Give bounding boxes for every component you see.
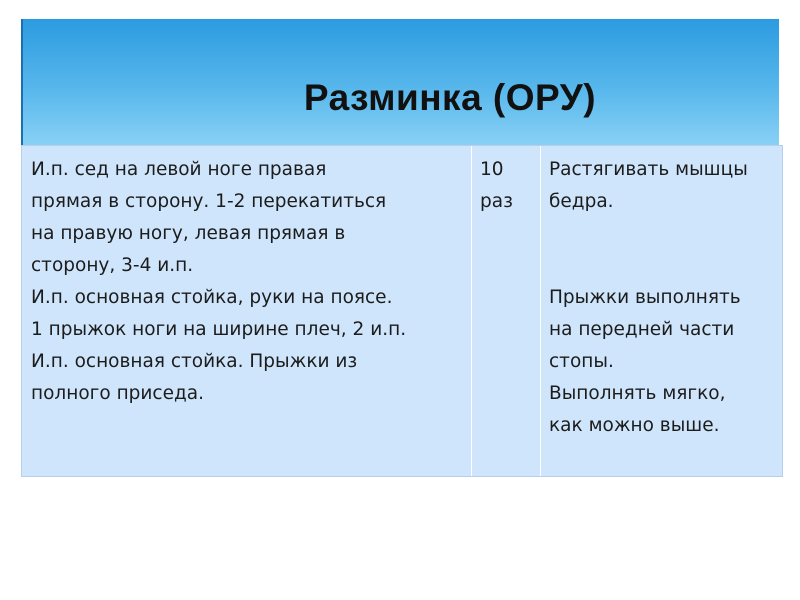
note-line: на передней части (549, 319, 735, 340)
note-line: бедра. (549, 191, 614, 212)
table-row (22, 146, 782, 476)
exercise-table (21, 145, 783, 477)
exercise-line: сторону, 3-4 и.п. (31, 255, 194, 276)
dosage-unit: раз (480, 191, 513, 212)
exercise-line: прямая в сторону. 1-2 перекатиться (31, 191, 387, 212)
exercise-line: И.п. сед на левой ноге правая (31, 159, 327, 180)
exercise-line: И.п. основная стойка, руки на поясе. (31, 287, 393, 308)
note-line: Прыжки выполнять (549, 287, 741, 308)
slide-header (21, 19, 779, 150)
exercise-line: на правую ногу, левая прямая в (31, 223, 346, 244)
exercise-line: И.п. основная стойка. Прыжки из (31, 351, 358, 372)
exercise-line: полного приседа. (31, 383, 204, 404)
note-line: стопы. (549, 351, 614, 372)
note-line: Выполнять мягко, (549, 383, 726, 404)
slide-title: Разминка (ОРУ) (303, 77, 597, 118)
exercise-line: 1 прыжок ноги на ширине плеч, 2 и.п. (31, 319, 407, 340)
note-line: как можно выше. (549, 415, 720, 436)
dosage-cell (472, 146, 541, 476)
dosage-count: 10 (480, 159, 504, 180)
exercise-cell (22, 146, 472, 476)
notes-spacer (549, 218, 774, 282)
note-line: Растягивать мышцы (549, 159, 748, 180)
notes-cell (541, 146, 783, 476)
